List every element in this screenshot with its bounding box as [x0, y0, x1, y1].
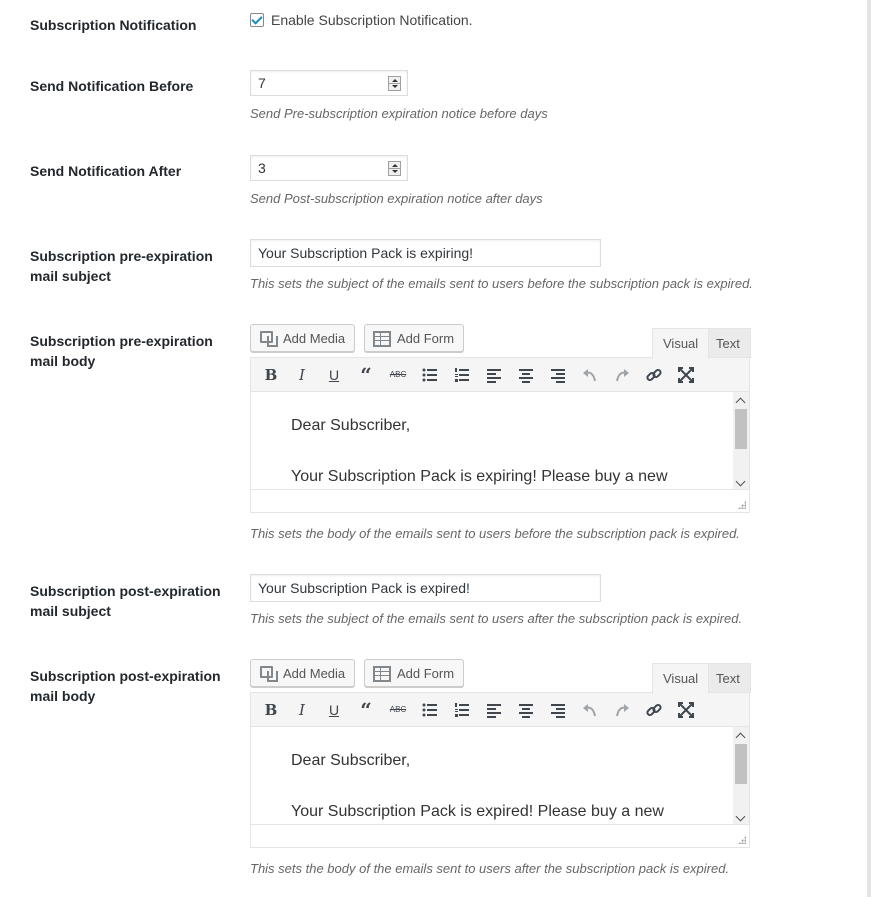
post-tab-visual[interactable]: Visual [652, 663, 709, 694]
scroll-thumb[interactable] [735, 409, 747, 449]
pre-editor-scrollbar[interactable] [733, 392, 749, 492]
post-editor-content[interactable] [251, 727, 733, 827]
post-subject-description: This sets the subject of the emails sent to users after the subscription pack is expired. [250, 611, 743, 626]
after-label: Send Notification After [30, 163, 182, 179]
scroll-down-icon[interactable] [736, 477, 746, 487]
enable-notification-checkbox[interactable] [250, 13, 264, 27]
after-days-spinner[interactable] [388, 161, 401, 176]
pre-editor-toolbar [251, 358, 749, 392]
scroll-down-icon[interactable] [736, 812, 746, 822]
pre-subject-label-line1: Subscription pre-expiration [30, 248, 213, 264]
post-body-label-line2: mail body [30, 688, 96, 704]
fullscreen-icon[interactable] [675, 699, 697, 721]
bullet-list-icon[interactable] [419, 699, 441, 721]
post-editor-scrollbar[interactable] [733, 727, 749, 827]
notification-label: Subscription Notification [30, 17, 197, 33]
pre-subject-label-line2: mail subject [30, 268, 111, 284]
link-icon[interactable] [643, 699, 665, 721]
pre-editor-content[interactable] [251, 392, 733, 492]
redo-icon[interactable] [611, 364, 633, 386]
strikethrough-icon[interactable]: ABC [389, 705, 407, 714]
redo-icon[interactable] [611, 699, 633, 721]
align-left-icon[interactable] [483, 364, 505, 386]
strikethrough-icon[interactable]: ABC [389, 370, 407, 379]
post-content-line1: Dear Subscriber, [291, 752, 411, 769]
pre-editor-frame [250, 357, 750, 513]
before-days-value: 7 [258, 75, 266, 91]
blockquote-icon[interactable]: “ [360, 363, 372, 387]
pre-add-media-label: Add Media [283, 330, 346, 346]
after-description: Send Post-subscription expiration notice after days [250, 191, 543, 206]
post-body-editor [250, 659, 750, 854]
add-form-icon [373, 331, 391, 347]
pre-subject-label [30, 246, 230, 286]
pre-content-line1: Dear Subscriber, [291, 417, 411, 434]
after-days-value: 3 [258, 160, 266, 176]
underline-icon[interactable]: U [328, 702, 340, 718]
post-add-form-button[interactable] [364, 659, 464, 687]
pre-subject-description: This sets the subject of the emails sent to users before the subscription pack is expired. [250, 276, 753, 291]
blockquote-icon[interactable]: “ [360, 698, 372, 722]
post-body-label [30, 666, 230, 706]
enable-notification-row[interactable] [250, 12, 473, 28]
pre-add-form-label: Add Form [397, 330, 455, 346]
pre-content-line2: Your Subscription Pack is expiring! Please buy a new [291, 468, 668, 485]
align-center-icon[interactable] [515, 699, 537, 721]
undo-icon[interactable] [579, 699, 601, 721]
link-icon[interactable] [643, 364, 665, 386]
align-left-icon[interactable] [483, 699, 505, 721]
post-subject-label-line1: Subscription post-expiration [30, 583, 221, 599]
before-days-input[interactable] [250, 70, 408, 96]
scroll-up-icon[interactable] [736, 398, 746, 408]
italic-icon[interactable]: I [299, 701, 305, 719]
pre-body-label-line2: mail body [30, 353, 96, 369]
align-center-icon[interactable] [515, 364, 537, 386]
post-subject-label-line2: mail subject [30, 603, 111, 619]
fullscreen-icon[interactable] [675, 364, 697, 386]
pre-body-label-line1: Subscription pre-expiration [30, 333, 213, 349]
post-body-description: This sets the body of the emails sent to users after the subscription pack is expired. [250, 861, 730, 876]
before-days-spinner[interactable] [388, 76, 401, 91]
bullet-list-icon[interactable] [419, 364, 441, 386]
add-media-icon [259, 330, 277, 346]
numbered-list-icon[interactable] [451, 699, 473, 721]
enable-notification-label[interactable]: Enable Subscription Notification. [271, 12, 473, 28]
pre-body-description: This sets the body of the emails sent to users before the subscription pack is expired. [250, 526, 740, 541]
pre-body-editor [250, 324, 750, 519]
pre-body-label [30, 331, 230, 371]
undo-icon[interactable] [579, 364, 601, 386]
resize-grip-icon[interactable] [738, 501, 746, 509]
align-right-icon[interactable] [547, 699, 569, 721]
post-subject-input[interactable]: Your Subscription Pack is expired! [250, 574, 601, 602]
numbered-list-icon[interactable] [451, 364, 473, 386]
post-editor-statusbar [251, 824, 749, 847]
pre-tab-visual[interactable]: Visual [652, 328, 709, 359]
scroll-thumb[interactable] [735, 744, 747, 784]
pre-tab-text[interactable]: Text [705, 328, 751, 358]
pre-subject-input[interactable]: Your Subscription Pack is expiring! [250, 239, 601, 267]
pre-add-media-button[interactable] [250, 324, 355, 352]
bold-icon[interactable]: B [264, 701, 278, 719]
before-label: Send Notification Before [30, 78, 194, 94]
add-media-icon [259, 665, 277, 681]
post-add-media-button[interactable] [250, 659, 355, 687]
before-description: Send Pre-subscription expiration notice before days [250, 106, 548, 121]
pre-add-form-button[interactable] [364, 324, 464, 352]
underline-icon[interactable]: U [328, 367, 340, 383]
post-tab-text[interactable]: Text [705, 663, 751, 693]
post-add-form-label: Add Form [397, 665, 455, 681]
italic-icon[interactable]: I [299, 366, 305, 384]
resize-grip-icon[interactable] [738, 836, 746, 844]
align-right-icon[interactable] [547, 364, 569, 386]
bold-icon[interactable]: B [264, 366, 278, 384]
add-form-icon [373, 666, 391, 682]
page-scrollbar[interactable] [867, 0, 871, 897]
post-body-label-line1: Subscription post-expiration [30, 668, 221, 684]
post-subject-label [30, 581, 230, 621]
after-days-input[interactable] [250, 155, 408, 181]
post-add-media-label: Add Media [283, 665, 346, 681]
post-content-line2: Your Subscription Pack is expired! Please buy a new [291, 803, 664, 820]
post-editor-toolbar [251, 693, 749, 727]
scroll-up-icon[interactable] [736, 733, 746, 743]
pre-editor-statusbar [251, 489, 749, 512]
post-editor-frame [250, 692, 750, 848]
